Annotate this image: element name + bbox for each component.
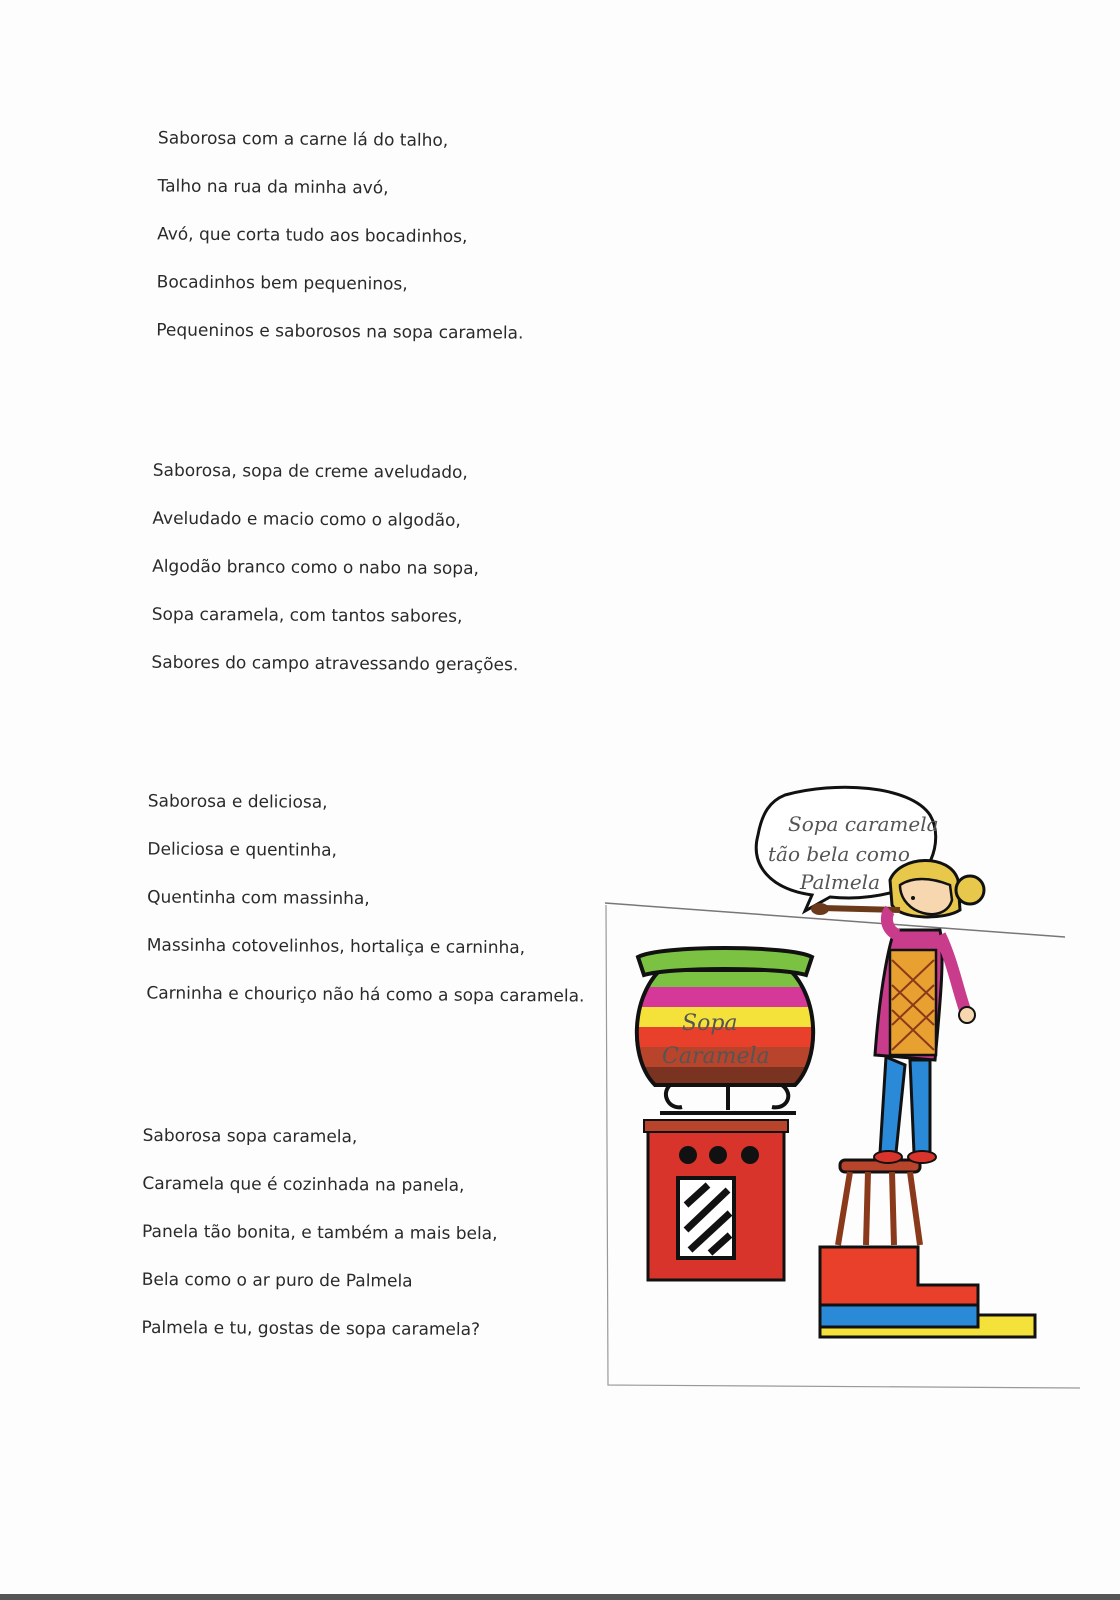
stool xyxy=(838,1160,920,1245)
poem-line: Panela tão bonita, e também a mais bela, xyxy=(142,1221,498,1245)
speech-bubble-line: Sopa caramela xyxy=(788,812,939,836)
stanza-2 xyxy=(151,461,520,704)
poem-line: Aveludado e macio como o algodão, xyxy=(152,508,461,531)
speech-bubble-line: tão bela como xyxy=(768,842,910,866)
poem-line: Avó, que corta tudo aos bocadinhos, xyxy=(157,224,468,248)
poem-line: Saborosa sopa caramela, xyxy=(142,1125,358,1148)
poem-line: Saborosa e deliciosa, xyxy=(147,791,328,813)
poem-line: Bocadinhos bem pequeninos, xyxy=(156,272,408,295)
poem-line: Palmela e tu, gostas de sopa caramela? xyxy=(141,1317,481,1340)
poem-line: Carninha e chouriço não há como a sopa caramela. xyxy=(146,983,585,1007)
pot-legs xyxy=(660,1085,796,1113)
speech-bubble-line: Palmela xyxy=(800,870,880,894)
poem-line: Quentinha com massinha, xyxy=(147,887,370,910)
poem-line: Bela como o ar puro de Palmela xyxy=(141,1269,413,1292)
girl-figure xyxy=(811,860,984,1163)
poem-line: Algodão branco como o nabo na sopa, xyxy=(152,556,480,580)
stove-knob xyxy=(741,1146,759,1164)
pot-label: Sopa xyxy=(682,1011,738,1036)
stove-knob xyxy=(679,1146,697,1164)
poem-line: Massinha cotovelinhos, hortaliça e carninha, xyxy=(146,935,526,959)
poem-line: Pequeninos e saborosos na sopa caramela. xyxy=(156,320,524,344)
soup-pot xyxy=(620,948,840,1113)
stove xyxy=(644,1120,788,1280)
poem-line: Saborosa, sopa de creme aveludado, xyxy=(152,460,468,483)
steps xyxy=(820,1247,1035,1337)
scan-edge xyxy=(0,1594,1120,1600)
poem-line: Talho na rua da minha avó, xyxy=(157,176,389,199)
child-drawing xyxy=(600,785,1100,1425)
poem-line: Saborosa com a carne lá do talho, xyxy=(157,128,449,151)
poem-line: Sopa caramela, com tantos sabores, xyxy=(151,604,463,627)
pot-rim xyxy=(638,948,812,975)
pot-label: Caramela xyxy=(662,1044,770,1069)
stanza-4 xyxy=(141,1126,498,1368)
poem-line: Caramela que é cozinhada na panela, xyxy=(142,1173,465,1196)
stove-knob xyxy=(709,1146,727,1164)
stanza-3 xyxy=(146,791,586,1034)
poem-line: Deliciosa e quentinha, xyxy=(147,839,338,861)
stanza-1 xyxy=(156,128,525,371)
poem-line: Sabores do campo atravessando gerações. xyxy=(151,652,519,676)
